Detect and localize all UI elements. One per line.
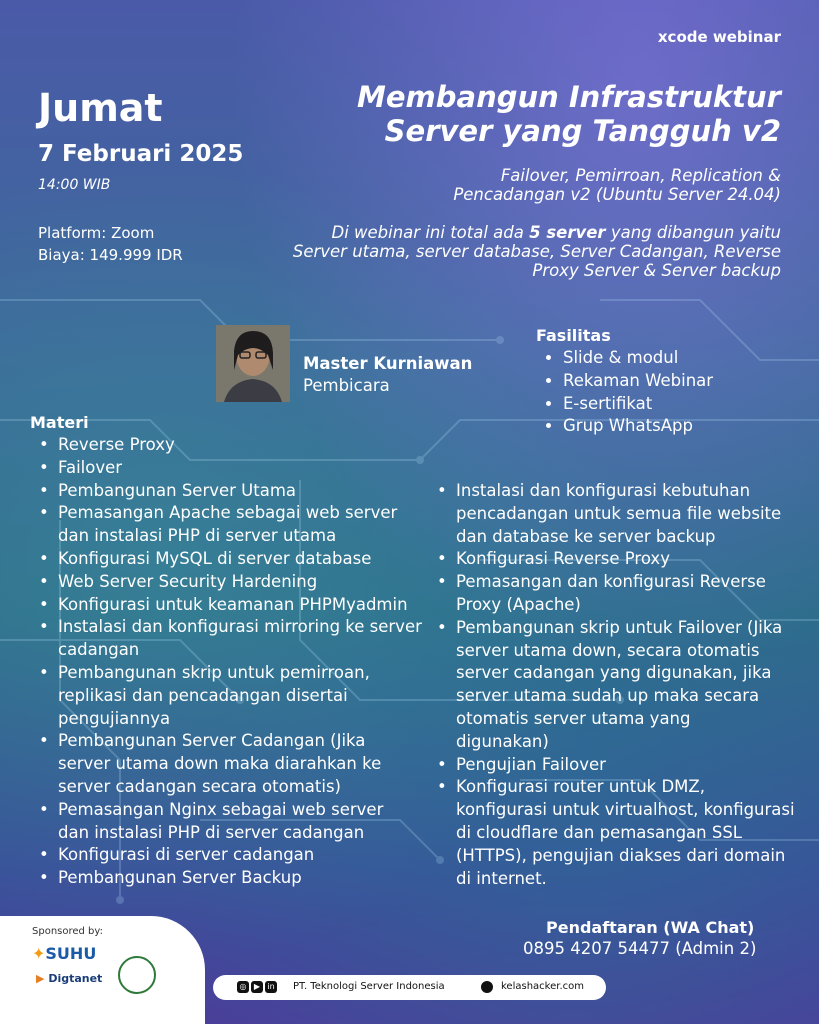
- speaker-name: Master Kurniawan: [303, 354, 473, 373]
- materi-item: [39, 867, 439, 890]
- description-line-3: Proxy Server & Server backup: [532, 261, 781, 280]
- materi-item-line: (HTTPS), pengujian diakses dari domain: [456, 845, 786, 865]
- registration-heading: Pendaftaran (WA Chat): [546, 918, 755, 937]
- materi-item: [437, 754, 799, 777]
- materi-item-line: • Pembangunan skrip untuk Failover (Jika: [456, 617, 783, 637]
- materi-item-line: • Pemasangan dan konfigurasi Reverse: [456, 572, 766, 592]
- speaker-role: Pembicara: [303, 376, 390, 395]
- materi-list-right: [437, 480, 799, 890]
- materi-item-line: otomatis server utama yang: [456, 708, 691, 728]
- materi-item-line: • Pengujian Failover: [456, 754, 606, 774]
- brand-label: xcode webinar: [657, 28, 781, 46]
- materi-item-line: • Instalasi dan konfigurasi kebutuhan: [456, 481, 751, 500]
- event-time: 14:00 WIB: [38, 177, 111, 193]
- materi-item-line: • Pembangunan Server Cadangan (Jika: [58, 731, 366, 751]
- facility-item: • Grup WhatsApp: [563, 415, 713, 438]
- materi-list-left: [39, 434, 439, 890]
- materi-item-line: • Konfigurasi Reverse Proxy: [456, 549, 670, 569]
- footer-bar: [213, 975, 606, 1000]
- materi-item-line: di cloudflare dan pemasangan SSL: [456, 822, 742, 842]
- materi-item-line: • Pemasangan Nginx sebagai web server: [58, 799, 384, 819]
- materi-item-line: replikasi dan pencadangan disertai: [58, 685, 348, 705]
- linkedin-icon[interactable]: in: [265, 981, 277, 993]
- sponsor-logo-digtanet: ▶ Digtanet: [36, 972, 103, 985]
- speaker-photo: [216, 325, 290, 402]
- description-post: yang dibangun yaitu: [605, 223, 781, 242]
- registration-number: 0895 4207 54477 (Admin 2): [523, 939, 757, 958]
- globe-icon: [481, 981, 493, 993]
- materi-item: [39, 730, 439, 798]
- materi-item-line: di internet.: [456, 868, 547, 888]
- materi-item: [39, 616, 439, 662]
- materi-item-line: • Konfigurasi di server cadangan: [58, 845, 315, 865]
- materi-item-line: • Web Server Security Hardening: [58, 571, 318, 591]
- materi-item-line: • Konfigurasi router untuk DMZ,: [456, 777, 705, 797]
- materi-item: [437, 480, 799, 548]
- materi-item-line: • Pembangunan skrip untuk pemirroan,: [58, 662, 370, 682]
- description-bold: 5 server: [529, 223, 606, 242]
- materi-item-line: dan instalasi PHP di server cadangan: [58, 822, 365, 842]
- facilities-list: [545, 347, 713, 438]
- webinar-title: [261, 80, 781, 148]
- description-line-2: Server utama, server database, Server Cadangan, Reverse: [292, 242, 781, 261]
- title-line-2: Server yang Tangguh v2: [384, 114, 781, 148]
- facility-item: • E-sertifikat: [563, 393, 713, 416]
- materi-item-line: dan instalasi PHP di server utama: [58, 526, 337, 546]
- materi-item-line: • Pemasangan Apache sebagai web server: [58, 503, 398, 523]
- event-info: [38, 222, 183, 266]
- materi-item-line: pencadangan untuk semua file website: [456, 503, 782, 523]
- materi-item: [437, 571, 799, 617]
- youtube-icon[interactable]: ▶: [251, 981, 263, 993]
- materi-item-line: cadangan: [58, 640, 140, 660]
- materi-item: [39, 662, 439, 730]
- materi-item-line: • Konfigurasi MySQL di server database: [58, 548, 372, 568]
- materi-item-line: server utama down maka diarahkan ke: [58, 754, 382, 774]
- materi-item-line: server cadangan secara otomatis): [58, 776, 341, 796]
- materi-item-line: • Reverse Proxy: [58, 435, 175, 454]
- materi-item-line: • Konfigurasi untuk keamanan PHPMyadmin: [58, 594, 408, 614]
- social-icons: [237, 981, 277, 993]
- materi-item-line: pengujiannya: [58, 708, 171, 728]
- facility-item: • Slide & modul: [563, 347, 713, 370]
- materi-item-line: server utama down, secara otomatis: [456, 640, 760, 660]
- event-platform: Platform: Zoom: [38, 224, 155, 242]
- materi-item-line: • Failover: [58, 457, 123, 477]
- event-date: 7 Februari 2025: [38, 141, 244, 167]
- materi-item-line: • Pembangunan Server Backup: [58, 868, 302, 888]
- materi-item-line: server utama sudah up maka secara: [456, 686, 760, 706]
- materi-item: [437, 776, 799, 890]
- materi-item: [39, 502, 439, 548]
- materi-item: [39, 571, 439, 594]
- materi-item: [39, 434, 439, 457]
- materi-item: [437, 617, 799, 754]
- title-line-1: Membangun Infrastruktur: [357, 80, 781, 114]
- materi-item-line: konfigurasi untuk virtualhost, konfigurasi: [456, 800, 795, 820]
- materi-item-line: digunakan): [456, 731, 549, 751]
- materi-item: [39, 548, 439, 571]
- webinar-description: [221, 223, 781, 280]
- facilities-heading: Fasilitas: [536, 326, 611, 345]
- materi-item-line: server cadangan yang digunakan, jika: [456, 663, 772, 683]
- materi-item: [39, 480, 439, 503]
- webinar-subtitle: [351, 166, 781, 204]
- materi-item: [39, 457, 439, 480]
- event-day: Jumat: [38, 86, 163, 130]
- sponsor-logo-emblem: [118, 956, 156, 994]
- materi-item-line: Proxy (Apache): [456, 594, 581, 614]
- materi-item: [39, 844, 439, 867]
- footer-company: PT. Teknologi Server Indonesia: [293, 981, 445, 992]
- materi-item: [39, 594, 439, 617]
- materi-heading: Materi: [30, 413, 89, 432]
- materi-item-line: • Instalasi dan konfigurasi mirroring ke server: [58, 617, 422, 637]
- footer-website-link[interactable]: kelashacker.com: [501, 981, 584, 992]
- description-pre: Di webinar ini total ada: [331, 223, 530, 242]
- subtitle-line-1: Failover, Pemirroan, Replication &: [500, 166, 781, 185]
- facility-item: • Rekaman Webinar: [563, 370, 713, 393]
- materi-item: [437, 548, 799, 571]
- event-cost: Biaya: 149.999 IDR: [38, 246, 183, 264]
- subtitle-line-2: Pencadangan v2 (Ubuntu Server 24.04): [453, 185, 781, 204]
- materi-item-line: dan database ke server backup: [456, 526, 716, 546]
- sponsor-panel: [0, 916, 205, 1024]
- sponsor-label: Sponsored by:: [32, 926, 103, 937]
- instagram-icon[interactable]: ◎: [237, 981, 249, 993]
- materi-item-line: • Pembangunan Server Utama: [58, 480, 297, 500]
- materi-item: [39, 799, 439, 845]
- sponsor-logo-suhu: ✦SUHU: [32, 944, 97, 963]
